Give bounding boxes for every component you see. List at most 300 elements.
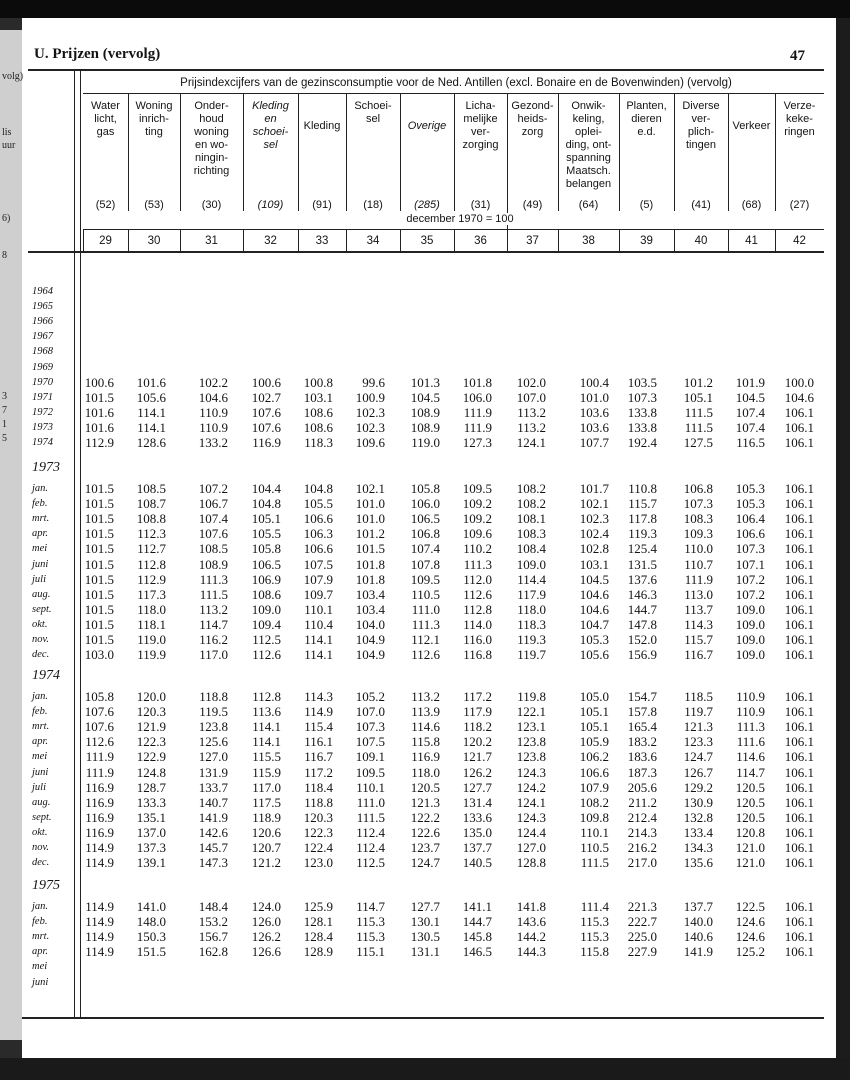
table-cell: 114.7 bbox=[356, 899, 385, 914]
table-cell: 146.3 bbox=[627, 586, 657, 602]
baseline-note: december 1970 = 100 bbox=[360, 213, 560, 225]
table-cell: 109.2 bbox=[462, 511, 492, 527]
table-cell: 106.6 bbox=[579, 764, 609, 780]
table-cell: 109.0 bbox=[516, 556, 546, 572]
table-cell: 108.9 bbox=[410, 419, 440, 435]
column-header bbox=[298, 120, 346, 133]
table-cell: 106.1 bbox=[784, 541, 814, 557]
column-number: 30 bbox=[147, 235, 161, 247]
row-label: mrt. bbox=[32, 721, 50, 733]
table-cell: 116.9 bbox=[85, 779, 114, 795]
table-cell: 115.4 bbox=[304, 719, 333, 735]
table-cell: 106.1 bbox=[784, 944, 814, 960]
table-cell: 106.1 bbox=[784, 526, 814, 542]
row-label: 1974 bbox=[32, 437, 53, 448]
table-cell: 118.2 bbox=[463, 719, 492, 735]
column-header bbox=[83, 100, 128, 139]
column-header-line: oplei- bbox=[575, 126, 602, 138]
row-label: mrt. bbox=[32, 513, 50, 525]
table-cell: 124.1 bbox=[516, 794, 546, 810]
table-cell: 106.1 bbox=[784, 586, 814, 602]
gutter-fragment: 5 bbox=[2, 433, 7, 444]
year-heading: 1975 bbox=[32, 878, 60, 893]
table-cell: 123.1 bbox=[516, 719, 546, 735]
table-cell: 113.2 bbox=[517, 419, 546, 435]
table-cell: 104.5 bbox=[410, 389, 440, 405]
row-label: dec. bbox=[32, 857, 50, 869]
column-number: 37 bbox=[526, 235, 539, 247]
table-cell: 119.9 bbox=[137, 647, 166, 663]
table-cell: 108.7 bbox=[136, 496, 166, 512]
column-header-line: ningin- bbox=[194, 152, 229, 164]
table-cell: 222.7 bbox=[627, 914, 657, 930]
table-cell: 101.9 bbox=[735, 374, 765, 390]
column-number: 38 bbox=[582, 235, 595, 247]
column-number-divider bbox=[674, 229, 675, 251]
table-cell: 105.1 bbox=[683, 389, 713, 405]
table-cell: 120.5 bbox=[735, 809, 765, 825]
table-cell: 127.0 bbox=[198, 749, 228, 765]
table-cell: 118.0 bbox=[517, 601, 546, 617]
table-cell: 106.1 bbox=[784, 511, 814, 527]
table-cell: 101.0 bbox=[355, 496, 385, 512]
column-number: 34 bbox=[366, 235, 380, 247]
table-cell: 118.8 bbox=[304, 794, 333, 810]
table-cell: 116.9 bbox=[85, 794, 114, 810]
column-header-line: en bbox=[264, 113, 277, 125]
column-number: 42 bbox=[793, 235, 806, 247]
table-cell: 105.8 bbox=[410, 481, 440, 496]
table-cell: 109.6 bbox=[462, 526, 492, 542]
table-cell: 125.6 bbox=[198, 734, 228, 750]
table-cell: 120.5 bbox=[735, 779, 765, 795]
column-weight: (91) bbox=[312, 199, 332, 211]
table-cell: 105.6 bbox=[579, 647, 609, 663]
table-cell: 106.6 bbox=[735, 526, 765, 542]
table-cell: 147.3 bbox=[198, 855, 228, 871]
table-cell: 118.0 bbox=[411, 764, 440, 780]
table-cell: 103.4 bbox=[355, 586, 385, 602]
table-cell: 113.2 bbox=[199, 601, 228, 617]
table-cell: 106.1 bbox=[784, 794, 814, 810]
table-cell: 101.6 bbox=[136, 374, 166, 390]
table-cell: 112.4 bbox=[356, 840, 385, 855]
column-weight: (5) bbox=[639, 199, 654, 211]
table-cell: 106.1 bbox=[784, 809, 814, 825]
table-cell: 106.1 bbox=[784, 824, 814, 840]
table-cell: 112.7 bbox=[137, 541, 166, 557]
table-cell: 133.7 bbox=[198, 779, 228, 795]
column-weight: (285) bbox=[414, 199, 440, 211]
column-header-line: heids- bbox=[517, 113, 548, 125]
table-cell: 105.3 bbox=[579, 632, 609, 647]
table-cell: 140.5 bbox=[462, 855, 492, 871]
table-cell: 104.0 bbox=[355, 616, 385, 632]
row-label: mei bbox=[32, 961, 48, 973]
column-header-line: Schoei- bbox=[354, 100, 392, 112]
column-header-line: sel bbox=[365, 113, 381, 125]
column-header-line: zorging bbox=[462, 139, 499, 151]
table-cell: 141.1 bbox=[462, 899, 492, 914]
table-cell: 100.6 bbox=[84, 374, 114, 390]
table-cell: 109.0 bbox=[735, 647, 765, 663]
gutter-fragment: uur bbox=[2, 140, 16, 151]
table-cell: 112.6 bbox=[252, 647, 281, 663]
table-cell: 102.4 bbox=[579, 526, 609, 542]
table-cell: 115.7 bbox=[684, 632, 713, 647]
table-cell: 105.8 bbox=[84, 689, 114, 704]
table-cell: 124.6 bbox=[735, 914, 765, 930]
table-cell: 128.4 bbox=[303, 929, 333, 945]
table-cell: 123.7 bbox=[410, 840, 440, 855]
table-cell: 105.3 bbox=[735, 481, 765, 496]
table-cell: 101.6 bbox=[84, 404, 114, 420]
table-cell: 101.5 bbox=[355, 541, 385, 557]
row-label: 1968 bbox=[32, 346, 53, 358]
table-cell: 113.6 bbox=[252, 704, 281, 720]
table-cell: 106.1 bbox=[784, 779, 814, 795]
table-cell: 100.9 bbox=[355, 389, 385, 405]
table-cell: 106.5 bbox=[410, 511, 440, 527]
table-cell: 111.4 bbox=[580, 899, 609, 914]
table-cell: 110.9 bbox=[736, 689, 765, 704]
table-cell: 112.3 bbox=[137, 526, 166, 542]
column-header-line: en wo- bbox=[194, 139, 229, 151]
table-cell: 133.6 bbox=[462, 809, 492, 825]
column-header bbox=[128, 100, 180, 139]
table-cell: 104.6 bbox=[198, 389, 228, 405]
table-cell: 109.3 bbox=[683, 526, 713, 542]
table-cell: 104.5 bbox=[735, 389, 765, 405]
table-cell: 101.2 bbox=[355, 526, 385, 542]
table-cell: 101.8 bbox=[462, 374, 492, 390]
table-cell: 114.7 bbox=[736, 764, 765, 780]
column-header bbox=[400, 120, 454, 133]
table-cell: 117.9 bbox=[463, 704, 492, 720]
column-header-line: plich- bbox=[687, 126, 715, 138]
column-header-line: Kleding bbox=[252, 100, 289, 112]
table-cell: 108.8 bbox=[136, 511, 166, 527]
table-cell: 150.3 bbox=[136, 929, 166, 945]
table-cell: 109.7 bbox=[303, 586, 333, 602]
table-cell: 131.9 bbox=[198, 764, 228, 780]
table-cell: 103.6 bbox=[579, 419, 609, 435]
table-cell: 192.4 bbox=[627, 435, 657, 450]
table-cell: 114.9 bbox=[304, 704, 333, 720]
column-number-divider bbox=[775, 229, 776, 251]
table-cell: 118.1 bbox=[137, 616, 166, 632]
table-cell: 106.1 bbox=[784, 749, 814, 765]
table-cell: 107.4 bbox=[198, 511, 228, 527]
table-cell: 110.1 bbox=[304, 601, 333, 617]
table-cell: 118.9 bbox=[252, 809, 281, 825]
table-cell: 101.2 bbox=[683, 374, 713, 390]
table-cell: 128.7 bbox=[136, 779, 166, 795]
table-cell: 124.3 bbox=[516, 809, 546, 825]
table-cell: 107.6 bbox=[198, 526, 228, 542]
table-cell: 113.2 bbox=[411, 689, 440, 704]
table-cell: 124.8 bbox=[136, 764, 166, 780]
table-cell: 106.1 bbox=[784, 571, 814, 587]
table-cell: 105.3 bbox=[735, 496, 765, 512]
column-number: 40 bbox=[694, 235, 708, 247]
table-cell: 122.5 bbox=[735, 899, 765, 914]
table-cell: 101.0 bbox=[355, 511, 385, 527]
table-cell: 104.8 bbox=[251, 496, 281, 512]
column-number-divider bbox=[83, 229, 84, 251]
page-number: 47 bbox=[790, 48, 805, 64]
table-cell: 120.0 bbox=[136, 689, 166, 704]
table-cell: 106.1 bbox=[784, 899, 814, 914]
column-number: 36 bbox=[474, 235, 487, 247]
table-cell: 118.3 bbox=[304, 435, 333, 450]
table-cell: 122.6 bbox=[410, 824, 440, 840]
column-header-line: zorg bbox=[521, 126, 544, 138]
row-label: mrt. bbox=[32, 931, 50, 943]
table-cell: 118.0 bbox=[137, 601, 166, 617]
table-cell: 109.0 bbox=[251, 601, 281, 617]
column-number-divider bbox=[400, 229, 401, 251]
table-cell: 110.9 bbox=[199, 404, 228, 420]
table-cell: 141.9 bbox=[683, 944, 713, 960]
table-cell: 106.6 bbox=[303, 511, 333, 527]
table-cell: 111.9 bbox=[85, 749, 114, 765]
table-cell: 103.1 bbox=[303, 389, 333, 405]
row-label: feb. bbox=[32, 498, 48, 510]
column-number-divider bbox=[243, 229, 244, 251]
table-cell: 109.6 bbox=[355, 435, 385, 450]
row-label: juni bbox=[32, 976, 49, 988]
table-cell: 119.3 bbox=[517, 632, 546, 647]
table-cell: 101.5 bbox=[84, 571, 114, 587]
table-cell: 128.6 bbox=[136, 435, 166, 450]
table-cell: 110.2 bbox=[463, 541, 492, 557]
table-cell: 108.6 bbox=[303, 404, 333, 420]
table-cell: 112.8 bbox=[252, 689, 281, 704]
row-label: aug. bbox=[32, 588, 51, 600]
table-cell: 102.8 bbox=[579, 541, 609, 557]
table-cell: 122.2 bbox=[410, 809, 440, 825]
table-cell: 101.8 bbox=[355, 571, 385, 587]
table-cell: 114.1 bbox=[304, 647, 333, 663]
column-header-line: Planten, bbox=[626, 100, 667, 112]
table-cell: 112.9 bbox=[137, 571, 166, 587]
table-cell: 106.1 bbox=[784, 689, 814, 704]
table-cell: 111.3 bbox=[411, 616, 440, 632]
table-cell: 124.2 bbox=[516, 779, 546, 795]
table-cell: 108.6 bbox=[251, 586, 281, 602]
table-cell: 114.3 bbox=[684, 616, 713, 632]
table-cell: 110.1 bbox=[356, 779, 385, 795]
table-cell: 183.2 bbox=[627, 734, 657, 750]
column-weight: (52) bbox=[95, 199, 116, 211]
table-cell: 118.4 bbox=[304, 779, 333, 795]
table-cell: 106.1 bbox=[784, 601, 814, 617]
table-cell: 107.3 bbox=[683, 496, 713, 512]
table-cell: 123.8 bbox=[198, 719, 228, 735]
table-cell: 111.5 bbox=[684, 404, 713, 420]
table-cell: 104.5 bbox=[579, 571, 609, 587]
row-label: 1967 bbox=[32, 331, 53, 343]
table-cell: 108.4 bbox=[516, 541, 546, 557]
table-cell: 105.8 bbox=[251, 541, 281, 557]
table-cell: 112.8 bbox=[137, 556, 166, 572]
table-cell: 120.6 bbox=[251, 824, 281, 840]
table-cell: 106.1 bbox=[784, 632, 814, 647]
column-header-line: Gezond- bbox=[511, 100, 554, 112]
table-cell: 106.7 bbox=[198, 496, 228, 512]
table-cell: 112.5 bbox=[356, 855, 385, 871]
table-cell: 114.1 bbox=[252, 719, 281, 735]
row-label: 1969 bbox=[32, 361, 53, 373]
table-cell: 131.1 bbox=[410, 944, 440, 960]
row-label: 1970 bbox=[32, 376, 53, 388]
table-cell: 116.9 bbox=[85, 824, 114, 840]
table-cell: 216.2 bbox=[627, 840, 657, 855]
table-cell: 114.7 bbox=[199, 616, 228, 632]
table-cell: 123.0 bbox=[303, 855, 333, 871]
section-heading: U. Prijzen (vervolg) bbox=[34, 46, 161, 62]
table-cell: 113.7 bbox=[684, 601, 713, 617]
table-cell: 119.7 bbox=[517, 647, 546, 663]
table-cell: 118.3 bbox=[517, 616, 546, 632]
gutter-fragment: 6) bbox=[2, 213, 11, 224]
column-number: 29 bbox=[99, 235, 112, 247]
table-cell: 101.5 bbox=[84, 541, 114, 557]
table-cell: 103.4 bbox=[355, 601, 385, 617]
table-cell: 124.1 bbox=[516, 435, 546, 450]
table-cell: 116.9 bbox=[85, 809, 114, 825]
table-cell: 221.3 bbox=[627, 899, 657, 914]
table-cell: 104.9 bbox=[355, 632, 385, 647]
table-cell: 103.0 bbox=[84, 647, 114, 663]
table-cell: 148.4 bbox=[198, 899, 228, 914]
gutter-fragment: lis bbox=[2, 127, 12, 138]
table-cell: 126.2 bbox=[462, 764, 492, 780]
table-cell: 106.1 bbox=[784, 914, 814, 930]
table-cell: 106.1 bbox=[784, 419, 814, 435]
row-label: 1965 bbox=[32, 301, 53, 313]
table-cell: 116.0 bbox=[463, 632, 492, 647]
table-cell: 105.1 bbox=[251, 511, 281, 527]
table-cell: 108.5 bbox=[198, 541, 228, 557]
row-label: 1973 bbox=[32, 421, 53, 433]
table-cell: 205.6 bbox=[627, 779, 657, 795]
column-weight: (53) bbox=[144, 199, 164, 211]
table-cell: 107.2 bbox=[198, 481, 228, 496]
column-divider bbox=[298, 93, 299, 211]
table-cell: 117.0 bbox=[252, 779, 281, 795]
column-header-line: Verze- bbox=[783, 100, 816, 112]
table-cell: 101.5 bbox=[84, 632, 114, 647]
table-cell: 106.1 bbox=[784, 704, 814, 720]
table-cell: 107.2 bbox=[735, 571, 765, 587]
year-heading: 1973 bbox=[32, 460, 60, 475]
column-header-line: licht, bbox=[94, 113, 117, 125]
table-cell: 108.3 bbox=[516, 526, 546, 542]
table-cell: 122.3 bbox=[303, 824, 333, 840]
table-cell: 110.9 bbox=[736, 704, 765, 720]
row-label: juli bbox=[32, 573, 47, 585]
column-divider bbox=[400, 93, 401, 211]
table-cell: 99.6 bbox=[362, 374, 385, 390]
table-cell: 107.6 bbox=[251, 404, 281, 420]
table-cell: 115.9 bbox=[252, 764, 281, 780]
table-cell: 131.5 bbox=[627, 556, 657, 572]
table-cell: 110.9 bbox=[199, 419, 228, 435]
row-label: mei bbox=[32, 543, 48, 555]
table-cell: 123.3 bbox=[683, 734, 713, 750]
column-number-divider bbox=[558, 229, 559, 251]
table-cell: 135.0 bbox=[462, 824, 492, 840]
gutter-fragment: 8 bbox=[2, 250, 7, 261]
table-cell: 116.7 bbox=[684, 647, 713, 663]
column-weight: (41) bbox=[691, 199, 711, 211]
table-cell: 106.1 bbox=[784, 929, 814, 945]
table-cell: 183.6 bbox=[627, 749, 657, 765]
table-cell: 113.9 bbox=[411, 704, 440, 720]
table-title: Prijsindexcijfers van de gezinsconsumptie voor de Ned. Antillen (excl. Bonaire en de Bovenwinden) (vervolg) bbox=[180, 77, 732, 89]
table-cell: 124.3 bbox=[516, 764, 546, 780]
table-cell: 104.6 bbox=[579, 586, 609, 602]
table-cell: 100.4 bbox=[579, 374, 609, 390]
column-header-line: schoei- bbox=[252, 126, 289, 138]
table-cell: 114.9 bbox=[85, 914, 114, 930]
table-cell: 165.4 bbox=[627, 719, 657, 735]
table-cell: 104.4 bbox=[251, 481, 281, 496]
column-header-line: inrich- bbox=[139, 113, 169, 125]
table-cell: 114.9 bbox=[85, 899, 114, 914]
table-cell: 121.3 bbox=[683, 719, 713, 735]
table-cell: 123.8 bbox=[516, 734, 546, 750]
table-cell: 126.2 bbox=[251, 929, 281, 945]
table-cell: 110.4 bbox=[304, 616, 333, 632]
table-cell: 153.2 bbox=[198, 914, 228, 930]
row-label: 1966 bbox=[32, 316, 53, 328]
table-cell: 115.1 bbox=[356, 944, 385, 960]
table-cell: 106.1 bbox=[784, 719, 814, 735]
table-cell: 121.0 bbox=[735, 855, 765, 871]
column-header-line: ringen bbox=[784, 126, 815, 138]
table-cell: 119.5 bbox=[199, 704, 228, 720]
table-cell: 108.2 bbox=[516, 481, 546, 496]
table-cell: 107.1 bbox=[735, 556, 765, 572]
table-cell: 106.6 bbox=[303, 541, 333, 557]
table-cell: 101.3 bbox=[410, 374, 440, 390]
table-cell: 156.9 bbox=[627, 647, 657, 663]
gutter-fragment: 1 bbox=[2, 419, 7, 430]
table-cell: 147.8 bbox=[627, 616, 657, 632]
table-cell: 111.9 bbox=[684, 571, 713, 587]
column-number-divider bbox=[180, 229, 181, 251]
scan-border-top bbox=[0, 0, 850, 18]
table-cell: 105.6 bbox=[136, 389, 166, 405]
table-cell: 133.3 bbox=[136, 794, 166, 810]
table-cell: 106.3 bbox=[303, 526, 333, 542]
column-weight: (31) bbox=[470, 199, 491, 211]
column-header-line: keling, bbox=[572, 113, 605, 125]
table-cell: 116.9 bbox=[252, 435, 281, 450]
column-header-line: Licha- bbox=[465, 100, 496, 112]
table-cell: 126.7 bbox=[683, 764, 713, 780]
table-cell: 116.1 bbox=[304, 734, 333, 750]
table-cell: 111.9 bbox=[85, 764, 114, 780]
table-cell: 214.3 bbox=[627, 824, 657, 840]
table-cell: 145.8 bbox=[462, 929, 492, 945]
table-cell: 107.8 bbox=[410, 556, 440, 572]
table-cell: 143.6 bbox=[516, 914, 546, 930]
table-cell: 115.5 bbox=[252, 749, 281, 765]
